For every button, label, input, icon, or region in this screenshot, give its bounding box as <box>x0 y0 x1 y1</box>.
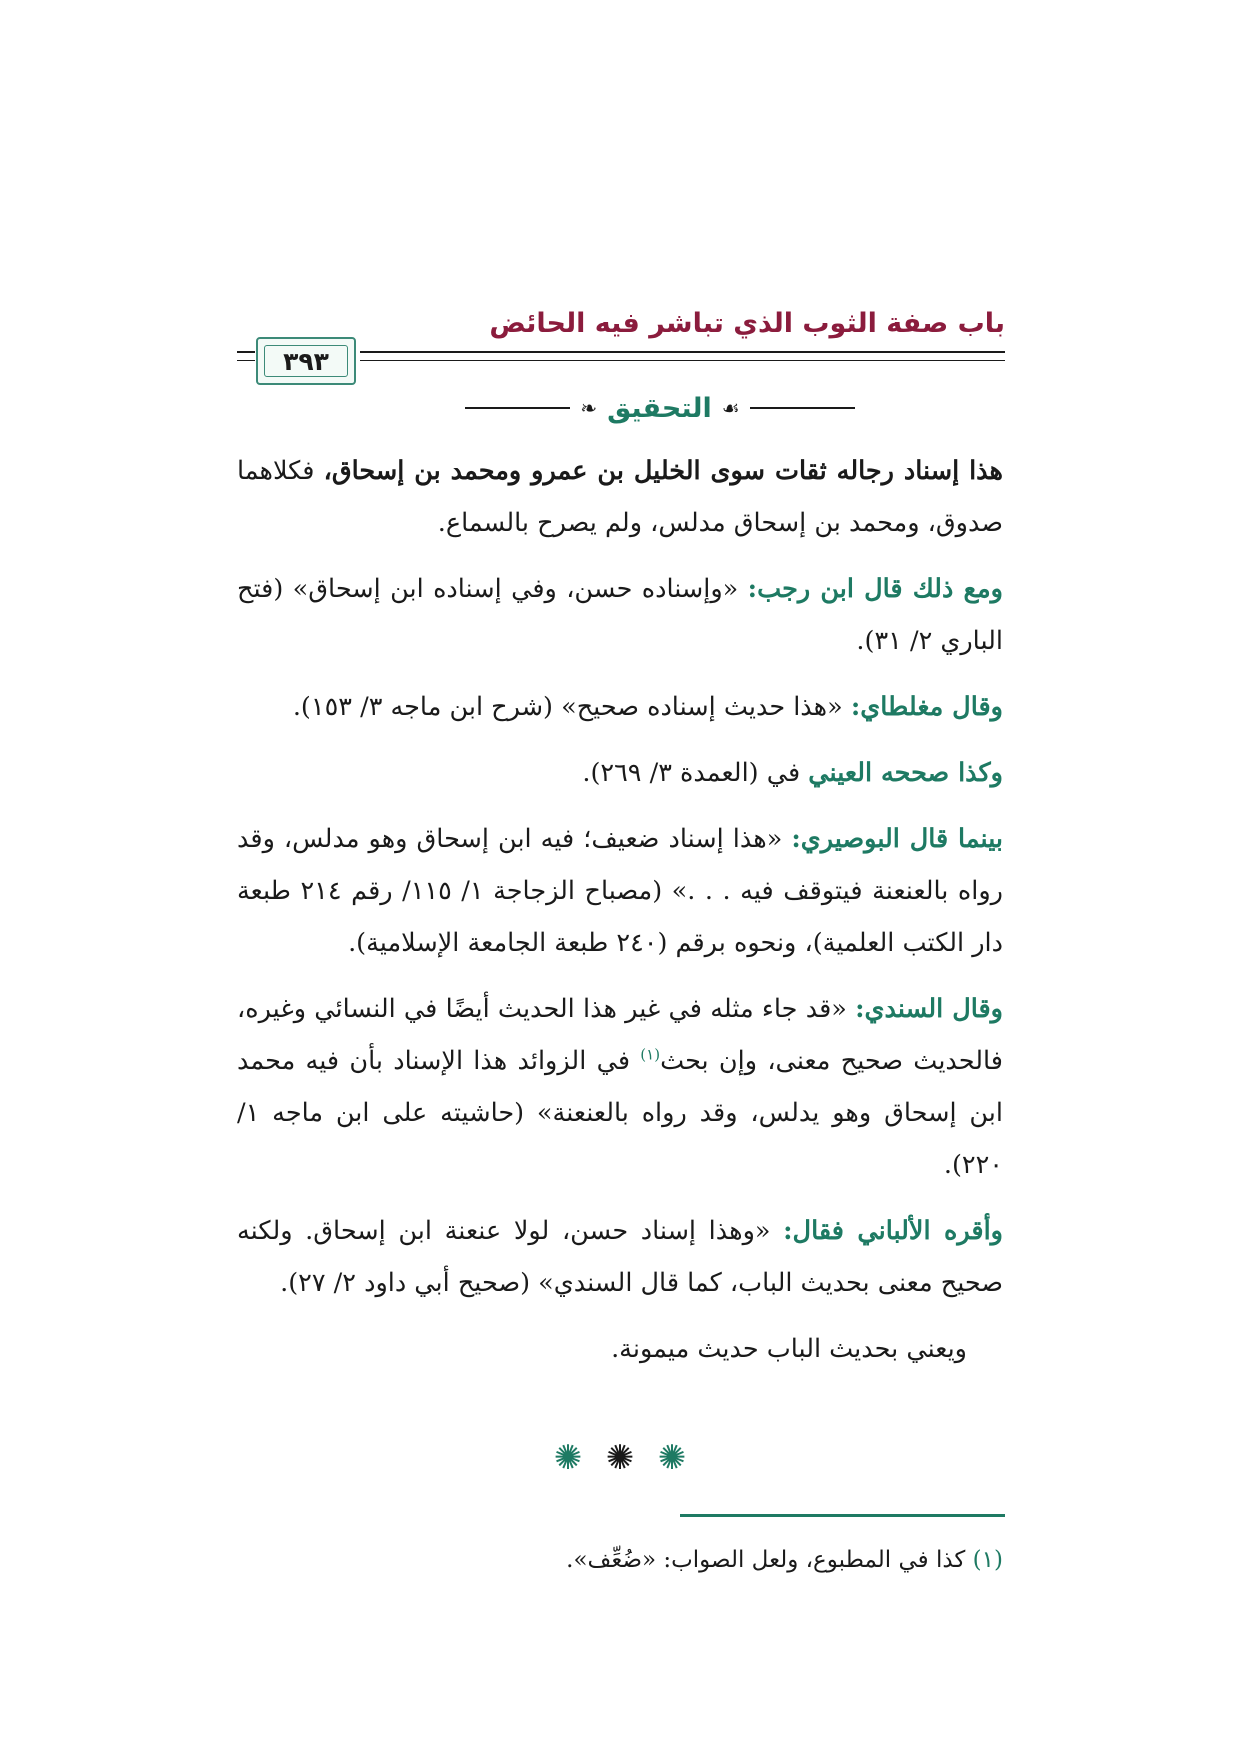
flower-star-icon: ✺ <box>605 1438 635 1478</box>
footnote-reference[interactable]: (١) <box>640 1045 661 1064</box>
paragraph-5-text: «هذا إسناد ضعيف؛ فيه ابن إسحاق وهو مدلس، وقد رواه بالعنعنة فيتوقف فيه . . .» (مصباح الزجاجة ١/ ١١٥/ رقم ٢١٤ طبعة دار الكتب العلمية)، ونحوه برقم (٢٤٠ طبعة الجامعة الإسلامية). <box>237 824 1003 958</box>
paragraph-3-lead: وقال مغلطاي: <box>850 692 1003 722</box>
paragraph-1-text: فكلاهما صدوق، ومحمد بن إسحاق مدلس، ولم يصرح بالسماع. <box>237 456 1003 538</box>
running-title: باب صفة الثوب الذي تباشر فيه الحائض <box>489 308 1005 339</box>
ornament-right-icon: ☙ <box>721 396 740 420</box>
section-separator <box>0 1440 1240 1476</box>
paragraph-3 <box>237 681 1003 733</box>
paragraph-3-text: «هذا حديث إسناده صحيح» (شرح ابن ماجه ٣/ ١٥٣). <box>292 692 851 722</box>
page-number: ٣٩٣ <box>283 346 329 376</box>
paragraph-5-lead: بينما قال البوصيري: <box>791 824 1003 854</box>
footnote-rule <box>680 1514 1005 1517</box>
body-text <box>237 445 1003 1389</box>
paragraph-4 <box>237 747 1003 799</box>
paragraph-2-text: «وإسناده حسن، وفي إسناده ابن إسحاق» (فتح الباري ٢/ ٣١). <box>237 574 1003 656</box>
paragraph-8-text: ويعني بحديث الباب حديث ميمونة. <box>611 1334 967 1364</box>
paragraph-7 <box>237 1205 1003 1309</box>
paragraph-6 <box>237 983 1003 1191</box>
paragraph-1 <box>237 445 1003 549</box>
ornament-left-icon: ❧ <box>580 396 598 420</box>
header-rule-right-top <box>360 351 1005 353</box>
paragraph-4-text: في (العمدة ٣/ ٢٦٩). <box>582 758 809 788</box>
paragraph-6-text-before: «قد جاء مثله في غير هذا الحديث أيضًا في النسائي وغيره، فالحديث صحيح معنى، وإن بحث <box>237 994 1003 1076</box>
paragraph-1-bold: هذا إسناد رجاله ثقات سوى الخليل بن عمرو ومحمد بن إسحاق، <box>323 456 1003 486</box>
paragraph-7-lead: وأقره الألباني فقال: <box>783 1216 1003 1246</box>
header-rule-left-top <box>237 351 255 353</box>
footnote-1 <box>237 1540 1003 1580</box>
section-title: التحقيق <box>607 392 712 424</box>
paragraph-4-lead: وكذا صححه العيني <box>808 758 1003 788</box>
paragraph-2 <box>237 563 1003 667</box>
section-heading <box>420 388 900 428</box>
paragraph-7-text: «وهذا إسناد حسن، لولا عنعنة ابن إسحاق. ولكنه صحيح معنى بحديث الباب، كما قال السندي» (صحيح أبي داود ٢/ ٢٧). <box>237 1216 1003 1298</box>
flower-star-icon: ✺ <box>553 1438 583 1478</box>
header-rule-left-bottom <box>237 360 255 361</box>
paragraph-6-text-after: في الزوائد هذا الإسناد بأن فيه محمد ابن إسحاق وهو يدلس، وقد رواه بالعنعنة» (حاشيته على ابن ماجه ١/ ٢٢٠). <box>237 1046 1003 1180</box>
page-number-frame <box>256 337 356 385</box>
flower-star-icon: ✺ <box>657 1438 687 1478</box>
paragraph-5 <box>237 813 1003 969</box>
paragraph-8 <box>237 1323 1003 1375</box>
heading-line-left <box>465 407 570 409</box>
heading-line-right <box>750 407 855 409</box>
footnote-number: (١) <box>972 1547 1003 1573</box>
header-rule-right-bottom <box>360 360 1005 361</box>
paragraph-6-lead: وقال السندي: <box>855 994 1004 1024</box>
paragraph-2-lead: ومع ذلك قال ابن رجب: <box>747 574 1003 604</box>
footnote-text: كذا في المطبوع، ولعل الصواب: «ضُعِّف». <box>566 1547 973 1573</box>
